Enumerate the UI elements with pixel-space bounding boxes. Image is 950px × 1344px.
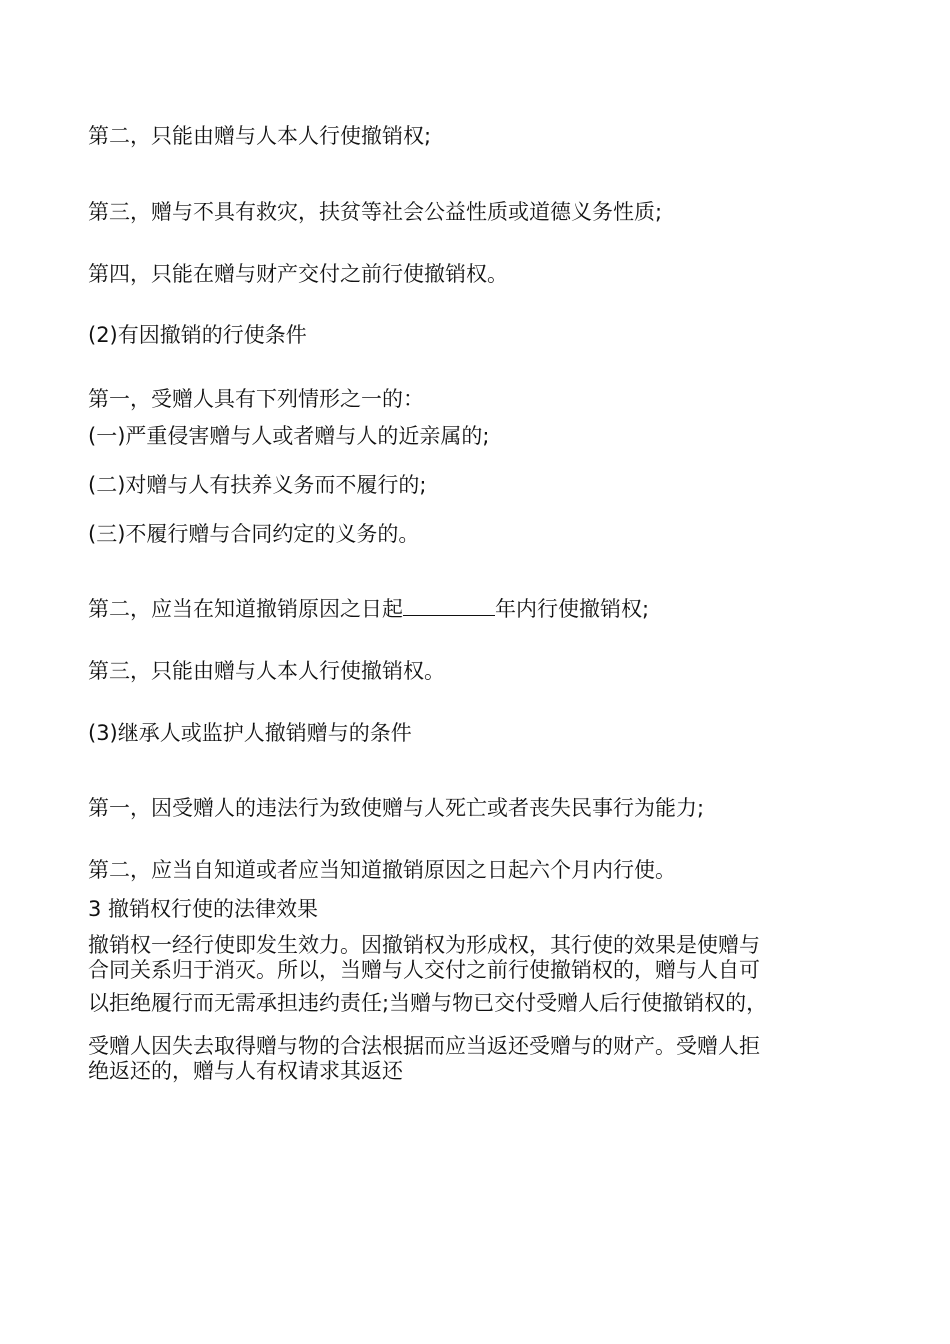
text-line: 第一，受赠人具有下列情形之一的： [88, 387, 424, 411]
list-item: (二)对赠与人有扶养义务而不履行的; [88, 473, 427, 497]
text-line: 第四，只能在赠与财产交付之前行使撤销权。 [88, 262, 508, 286]
section-heading: 3 撤销权行使的法律效果 [88, 897, 319, 921]
paragraph-line: 合同关系归于消灭。所以，当赠与人交付之前行使撤销权的，赠与人自可 [88, 958, 760, 982]
text-line-with-blank [88, 596, 649, 622]
text-fragment: 年内行使撤销权; [495, 597, 650, 621]
list-item: (三)不履行赠与合同约定的义务的。 [88, 522, 420, 546]
paragraph-line: 撤销权一经行使即发生效力。因撤销权为形成权，其行使的效果是使赠与 [88, 933, 760, 957]
list-item: (一)严重侵害赠与人或者赠与人的近亲属的; [88, 424, 490, 448]
paragraph-line: 以拒绝履行而无需承担违约责任;当赠与物已交付受赠人后行使撤销权的， [88, 991, 768, 1015]
text-line: 第一，因受赠人的违法行为致使赠与人死亡或者丧失民事行为能力; [88, 796, 705, 820]
paragraph-line: 受赠人因失去取得赠与物的合法根据而应当返还受赠与的财产。受赠人拒 [88, 1034, 760, 1058]
text-line: 第二，应当自知道或者应当知道撤销原因之日起六个月内行使。 [88, 858, 676, 882]
section-heading: (2)有因撤销的行使条件 [88, 323, 307, 347]
fill-in-blank [403, 597, 495, 616]
section-heading: (3)继承人或监护人撤销赠与的条件 [88, 721, 412, 745]
text-fragment: 第二，应当在知道撤销原因之日起 [88, 597, 403, 621]
text-line: 第二，只能由赠与人本人行使撤销权; [88, 124, 432, 148]
text-line: 第三，只能由赠与人本人行使撤销权。 [88, 659, 445, 683]
text-line: 第三，赠与不具有救灾，扶贫等社会公益性质或道德义务性质; [88, 200, 663, 224]
paragraph-line: 绝返还的，赠与人有权请求其返还 [88, 1059, 403, 1083]
